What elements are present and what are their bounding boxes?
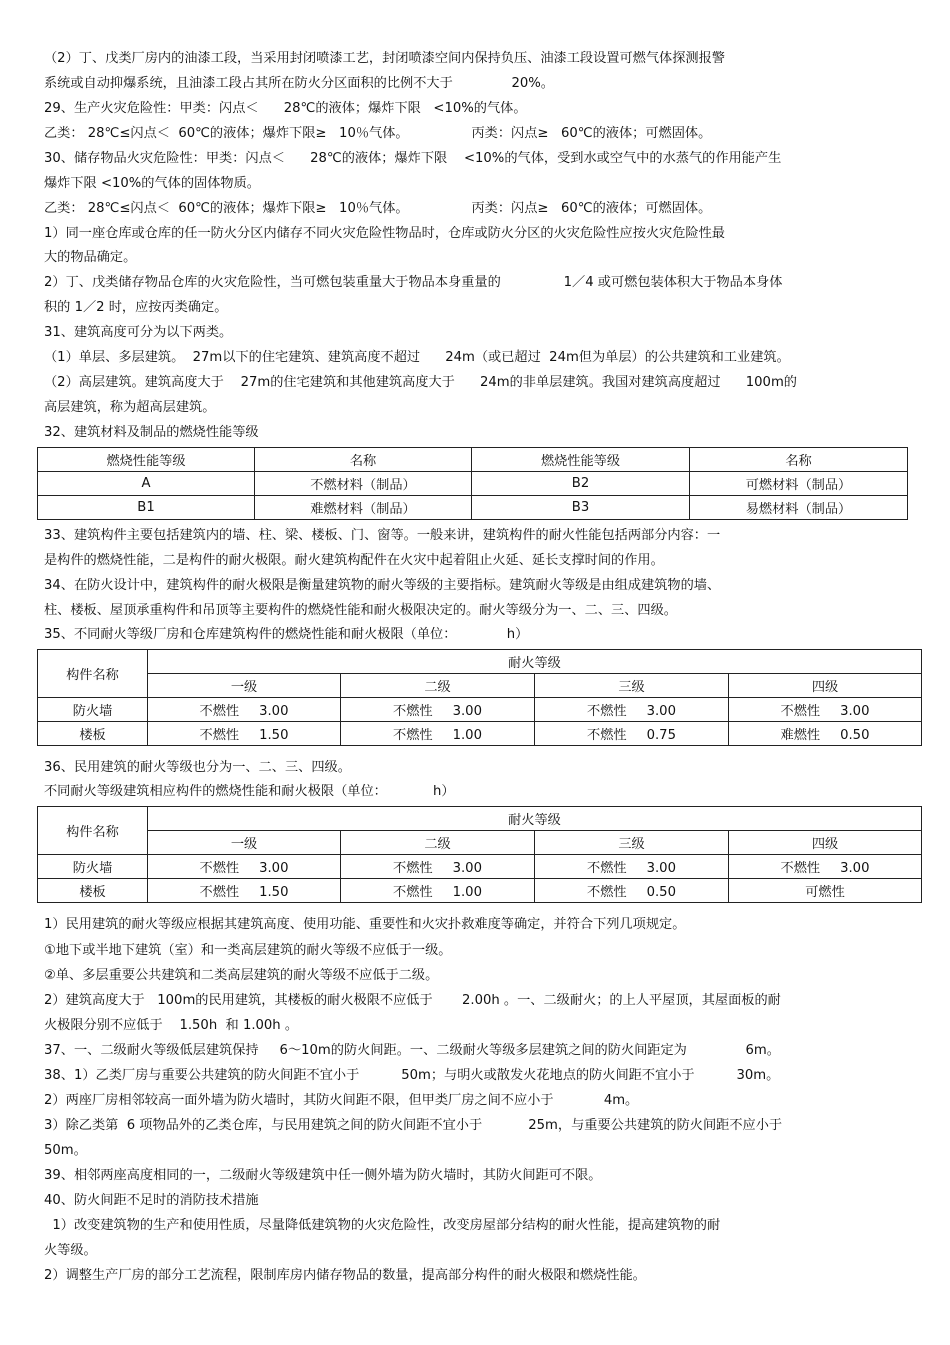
text-line: 柱、楼板、屋顶承重构件和吊顶等主要构件的燃烧性能和耐火极限决定的。耐火等级分为一、二、三、四级。	[44, 603, 677, 618]
text-line: 系统或自动抑爆系统，且油漆工段占其所在防火分区面积的比例不大于 20%。	[44, 76, 554, 91]
text-line: 乙类： 28℃≤闪点＜ 60℃的液体；爆炸下限≥ 10％气体。 丙类：闪点≥ 60℃的液体；可燃固体。	[44, 201, 712, 216]
row-label: 楼板	[38, 722, 148, 746]
text-line: 不同耐火等级建筑相应构件的燃烧性能和耐火极限（单位： h）	[44, 784, 455, 799]
text-line: 2）两座厂房相邻较高一面外墙为防火墙时，其防火间距不限，但甲类厂房之间不应小于 4m。	[44, 1093, 639, 1108]
text-line: 50m。	[44, 1143, 87, 1158]
text-line: 34、在防火设计中，建筑构件的耐火极限是衡量建筑物的耐火等级的主要指标。建筑耐火等级是由组成建筑物的墙、	[44, 578, 721, 593]
level-header: 四级	[729, 831, 922, 855]
level-header: 四级	[729, 674, 922, 698]
text-line: 火极限分别不应低于 1.50h 和 1.00h 。	[44, 1018, 299, 1033]
table-cell: 不燃性 3.00	[341, 698, 535, 722]
text-line: 爆炸下限 <10%的气体的固体物质。	[44, 176, 260, 191]
header-cell: 燃烧性能等级	[38, 448, 255, 472]
text-line: 38、1）乙类厂房与重要公共建筑的防火间距不宜小于 50m；与明火或散发火花地点的防火间距不宜小于 30m。	[44, 1068, 780, 1083]
table-cell: 不燃性 1.50	[148, 722, 341, 746]
table-cell: 不燃性 3.00	[535, 855, 729, 879]
text-line: 35、不同耐火等级厂房和仓库建筑构件的燃烧性能和耐火极限（单位： h）	[44, 627, 529, 642]
table-cell: 不燃材料（制品）	[255, 472, 472, 496]
text-line: 乙类： 28℃≤闪点＜ 60℃的液体；爆炸下限≥ 10％气体。 丙类：闪点≥ 60℃的液体；可燃固体。	[44, 126, 712, 141]
text-line: 31、建筑高度可分为以下两类。	[44, 325, 233, 340]
table-cell: B3	[472, 496, 690, 520]
table-cell: 不燃性 1.00	[341, 722, 535, 746]
text-line: 36、民用建筑的耐火等级也分为一、二、三、四级。	[44, 760, 351, 775]
table-cell: B1	[38, 496, 255, 520]
text-line: 2）建筑高度大于 100m的民用建筑，其楼板的耐火极限不应低于 2.00h 。一、二级耐火；的上人平屋顶，其屋面板的耐	[44, 993, 781, 1008]
text-line: 39、相邻两座高度相同的一，二级耐火等级建筑中任一侧外墙为防火墙时，其防火间距可不限。	[44, 1168, 602, 1183]
level-header: 二级	[341, 831, 535, 855]
text-line: 33、建筑构件主要包括建筑内的墙、柱、梁、楼板、门、窗等。一般来讲，建筑构件的耐火性能包括两部分内容：一	[44, 528, 721, 543]
text-line: 30、储存物品火灾危险性：甲类：闪点＜ 28℃的液体；爆炸下限 <10%的气体，受到水或空气中的水蒸气的作用能产生	[44, 151, 782, 166]
column-head-component: 构件名称	[38, 807, 148, 855]
group-head-fire-rating: 耐火等级	[148, 650, 922, 674]
text-line: 2）调整生产厂房的部分工艺流程，限制库房内储存物品的数量，提高部分构件的耐火极限和燃烧性能。	[44, 1268, 646, 1283]
text-line: 1）改变建筑物的生产和使用性质，尽量降低建筑物的火灾危险性，改变房屋部分结构的耐火性能，提高建筑物的耐	[44, 1218, 721, 1233]
table-header-row	[38, 831, 922, 855]
level-header: 一级	[148, 831, 341, 855]
text-line: 积的 1／2 时，应按丙类确定。	[44, 300, 228, 315]
table-combustion-grades	[37, 447, 908, 520]
level-header: 一级	[148, 674, 341, 698]
table-row	[38, 496, 908, 520]
row-label: 楼板	[38, 879, 148, 903]
text-line: 29、生产火灾危险性：甲类：闪点＜ 28℃的液体；爆炸下限 <10%的气体。	[44, 101, 527, 116]
level-header: 二级	[341, 674, 535, 698]
text-line: 2）丁、戊类储存物品仓库的火灾危险性，当可燃包装重量大于物品本身重量的 1／4 或可燃包装体积大于物品本身体	[44, 275, 783, 290]
text-line: 1）同一座仓库或仓库的任一防火分区内储存不同火灾危险性物品时，仓库或防火分区的火灾危险性应按火灾危险性最	[44, 226, 725, 241]
table-cell: B2	[472, 472, 690, 496]
table-header-row	[38, 448, 908, 472]
table-cell: 不燃性 3.00	[535, 698, 729, 722]
text-line: 1）民用建筑的耐火等级应根据其建筑高度、使用功能、重要性和火灾扑救难度等确定，并符合下列几项规定。	[44, 917, 686, 932]
column-head-component: 构件名称	[38, 650, 148, 698]
table-row	[38, 472, 908, 496]
table-cell: 不燃性 1.50	[148, 879, 341, 903]
text-line: 32、建筑材料及制品的燃烧性能等级	[44, 425, 259, 440]
level-header: 三级	[535, 831, 729, 855]
text-line: 高层建筑，称为超高层建筑。	[44, 400, 216, 415]
text-line: （1）单层、多层建筑。 27m以下的住宅建筑、建筑高度不超过 24m（或已超过 24m但为单层）的公共建筑和工业建筑。	[44, 350, 790, 365]
text-line: ②单、多层重要公共建筑和二类高层建筑的耐火等级不应低于二级。	[44, 968, 439, 983]
table-row	[38, 698, 922, 722]
table-cell: 可燃性	[729, 879, 922, 903]
table-cell: 不燃性 3.00	[148, 698, 341, 722]
table-cell: 不燃性 1.00	[341, 879, 535, 903]
table-cell: A	[38, 472, 255, 496]
row-label: 防火墙	[38, 698, 148, 722]
text-line: 3）除乙类第 6 项物品外的乙类仓库，与民用建筑之间的防火间距不宜小于 25m，与重要公共建筑的防火间距不应小于	[44, 1118, 783, 1133]
table-row	[38, 855, 922, 879]
text-line: 40、防火间距不足时的消防技术措施	[44, 1193, 259, 1208]
text-line: （2）高层建筑。建筑高度大于 27m的住宅建筑和其他建筑高度大于 24m的非单层建筑。我国对建筑高度超过 100m的	[44, 375, 797, 390]
group-head-fire-rating: 耐火等级	[148, 807, 922, 831]
level-header: 三级	[535, 674, 729, 698]
table-factory-fire-resistance	[37, 649, 922, 746]
table-cell: 难燃材料（制品）	[255, 496, 472, 520]
header-cell: 名称	[690, 448, 908, 472]
text-line: 火等级。	[44, 1243, 97, 1258]
table-cell: 不燃性 3.00	[729, 855, 922, 879]
table-cell: 不燃性 0.50	[535, 879, 729, 903]
table-row	[38, 722, 922, 746]
text-line: 是构件的燃烧性能，二是构件的耐火极限。耐火建筑构配件在火灾中起着阻止火延、延长支撑时间的作用。	[44, 553, 664, 568]
table-cell: 不燃性 0.75	[535, 722, 729, 746]
table-cell: 易燃材料（制品）	[690, 496, 908, 520]
header-cell: 燃烧性能等级	[472, 448, 690, 472]
table-cell: 可燃材料（制品）	[690, 472, 908, 496]
table-row	[38, 879, 922, 903]
text-line: （2）丁、戊类厂房内的油漆工段，当采用封闭喷漆工艺，封闭喷漆空间内保持负压、油漆工段设置可燃气体探测报警	[44, 51, 725, 66]
header-cell: 名称	[255, 448, 472, 472]
table-civil-fire-resistance	[37, 806, 922, 903]
table-cell: 难燃性 0.50	[729, 722, 922, 746]
table-cell: 不燃性 3.00	[729, 698, 922, 722]
text-line: 37、一、二级耐火等级低层建筑保持 6～10m的防火间距。一、二级耐火等级多层建筑之间的防火间距定为 6m。	[44, 1043, 780, 1058]
table-cell: 不燃性 3.00	[148, 855, 341, 879]
table-header-row	[38, 674, 922, 698]
text-line: 大的物品确定。	[44, 250, 137, 265]
row-label: 防火墙	[38, 855, 148, 879]
text-line: ①地下或半地下建筑（室）和一类高层建筑的耐火等级不应低于一级。	[44, 943, 452, 958]
table-cell: 不燃性 3.00	[341, 855, 535, 879]
